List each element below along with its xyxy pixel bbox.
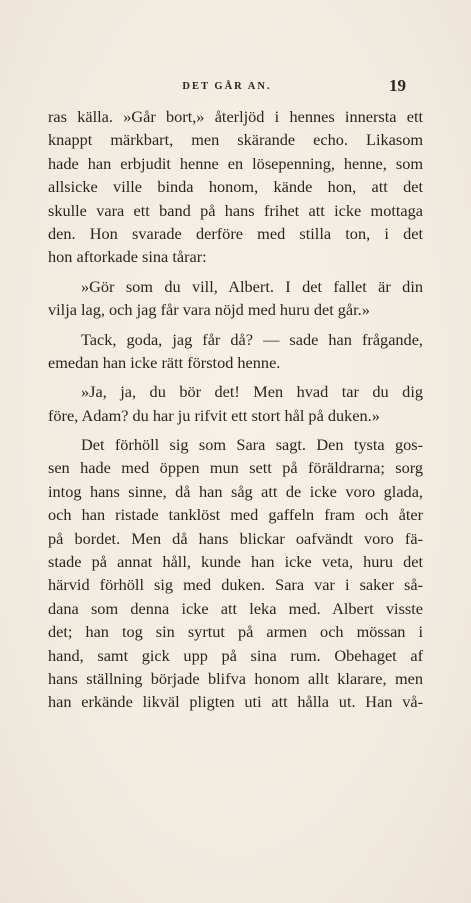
paragraph: [48, 105, 423, 269]
text-line: stade på annat håll, kunde han icke veta, huru det: [48, 552, 423, 572]
text-line: det; han tog sin syrtut på armen och mössan i: [48, 622, 423, 642]
text-line: hand, samt gick upp på sina rum. Obehaget af: [48, 645, 423, 665]
paragraph: [48, 275, 423, 322]
text-line: hon aftorkade sina tårar:: [48, 247, 207, 267]
paragraph: [48, 380, 423, 427]
text-line: före, Adam? du har ju rifvit ett stort hål på duken.»: [48, 405, 380, 425]
text-line: den. Hon svarade derföre med stilla ton, i det: [48, 223, 423, 243]
body-text: [48, 105, 423, 714]
text-line: dana som denna icke att leka med. Albert visste: [48, 598, 423, 618]
paragraph: [48, 328, 423, 375]
running-title: DET GÅR AN.: [182, 81, 272, 92]
text-line: vilja lag, och jag får vara nöjd med huru det går.»: [48, 300, 370, 320]
text-line: han erkände likväl pligten uti att hålla ut. Han vå-: [48, 692, 423, 712]
page-number: 19: [389, 76, 406, 95]
text-line: knappt märkbart, men skärande echo. Likasom: [48, 130, 423, 150]
paragraph: [48, 433, 423, 714]
text-line: på bordet. Men då hans blickar oafvändt voro fä-: [48, 528, 423, 548]
text-line: härvid förhöll sig med duken. Sara var i saker så-: [48, 575, 423, 595]
text-line: hade han erbjudit henne en lösepenning, henne, som: [48, 153, 423, 173]
text-line: intog hans sinne, då han såg att de icke voro glada,: [48, 481, 423, 501]
text-line: skulle vara ett band på hans frihet att icke mottaga: [48, 200, 423, 220]
text-line: allsicke ville binda honom, kände hon, att det: [48, 177, 423, 197]
text-line: sen hade med öppen mun sett på föräldrarna; sorg: [48, 458, 423, 478]
text-line: Tack, goda, jag får då? — sade han frågande,: [81, 329, 423, 349]
text-line: »Ja, ja, du bör det! Men hvad tar du dig: [81, 382, 423, 402]
page-header: [48, 76, 406, 96]
text-line: emedan han icke rätt förstod henne.: [48, 352, 281, 372]
text-line: och han ristade tanklöst med gaffeln fram och åter: [48, 505, 423, 525]
text-line: Det förhöll sig som Sara sagt. Den tysta gos-: [81, 435, 423, 455]
text-line: »Gör som du vill, Albert. I det fallet är din: [81, 276, 423, 296]
text-line: ras källa. »Går bort,» återljöd i hennes innersta ett: [48, 107, 423, 126]
text-line: hans ställning började blifva honom allt klarare, men: [48, 668, 423, 688]
